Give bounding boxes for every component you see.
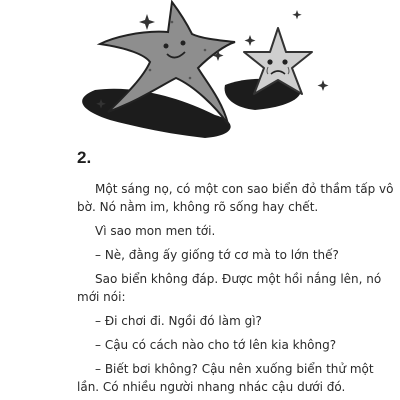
- sparkle-icon: [139, 14, 155, 30]
- story-line: – Nè, đằng ấy giống tớ cơ mà to lớn thế?: [95, 248, 339, 262]
- story-line: Sao biển không đáp. Được một hồi nắng lên, nó: [95, 272, 382, 286]
- sparkle-icon: [318, 80, 329, 91]
- story-line: mới nói:: [77, 290, 126, 304]
- story-line: – Cậu có cách nào cho tớ lên kia không?: [95, 338, 337, 352]
- story-line: lần. Có nhiều người nhang nhác cậu dưới đó.: [77, 380, 346, 394]
- sparkle-icon: [292, 10, 301, 19]
- story-line: Vì sao mon men tới.: [95, 224, 216, 238]
- story-line: – Đi chơi đi. Ngồi đó làm gì?: [95, 314, 262, 328]
- sparkle-icon: [245, 35, 256, 46]
- story-line: Một sáng nọ, có một con sao biển đỏ thầm tấp vô: [95, 182, 394, 196]
- story-line: – Biết bơi không? Cậu nên xuống biển thử một: [95, 362, 374, 376]
- starfish-illustration: [0, 0, 400, 140]
- chapter-number: 2.: [77, 148, 92, 167]
- story-line: bờ. Nó nằm im, không rõ sống hay chết.: [77, 200, 319, 214]
